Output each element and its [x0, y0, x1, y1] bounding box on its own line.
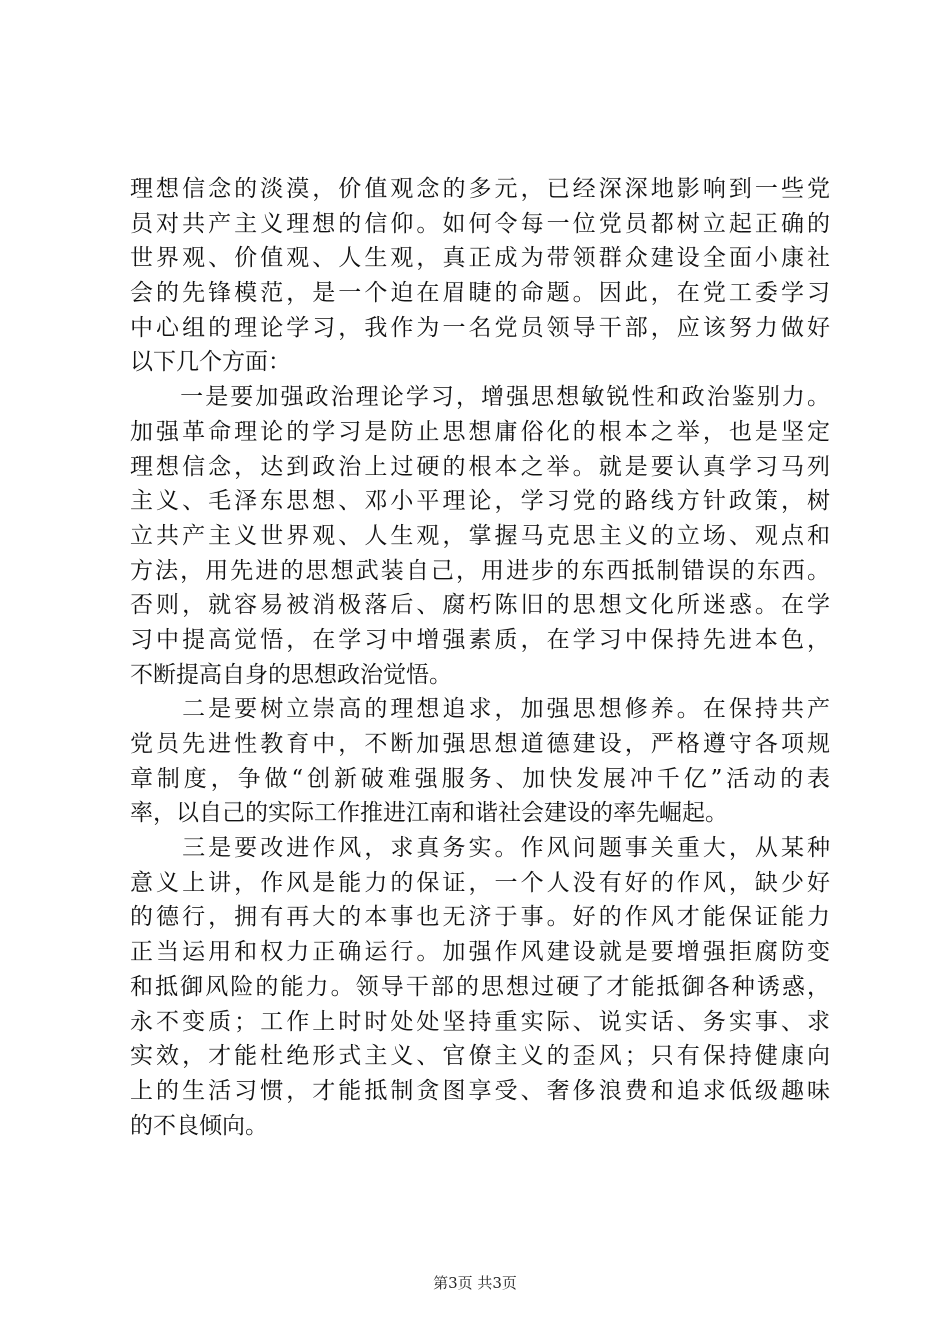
body-text-line: 一是要加强政治理论学习，增强思想敏锐性和政治鉴别力。	[130, 384, 830, 411]
body-text-line: 和抵御风险的能力。领导干部的思想过硬了才能抵御各种诱惑，	[130, 973, 830, 1000]
body-text-line: 方法，用先进的思想武装自己，用进步的东西抵制错误的东西。	[130, 557, 830, 584]
body-text-line: 正当运用和权力正确运行。加强作风建设就是要增强拒腐防变	[130, 939, 830, 966]
body-text-line: 实效，才能杜绝形式主义、官僚主义的歪风；只有保持健康向	[130, 1043, 830, 1070]
body-text-line: 二是要树立崇高的理想追求，加强思想修养。在保持共产	[130, 696, 830, 723]
body-text-line: 理想信念，达到政治上过硬的根本之举。就是要认真学习马列	[130, 453, 830, 480]
body-text-line: 世界观、价值观、人生观，真正成为带领群众建设全面小康社	[130, 245, 830, 272]
body-text-line: 否则，就容易被消极落后、腐朽陈旧的思想文化所迷惑。在学	[130, 592, 830, 619]
body-text-line: 章制度，争做“创新破难强服务、加快发展冲千亿”活动的表	[130, 765, 830, 792]
body-text-line: 立共产主义世界观、人生观，掌握马克思主义的立场、观点和	[130, 522, 830, 549]
body-text-line: 上的生活习惯，才能抵制贪图享受、奢侈浪费和追求低级趣味	[130, 1077, 830, 1104]
body-text-line: 不断提高自身的思想政治觉悟。	[130, 661, 452, 688]
body-text-line: 永不变质；工作上时时处处坚持重实际、说实话、务实事、求	[130, 1008, 830, 1035]
body-text-line: 习中提高觉悟，在学习中增强素质，在学习中保持先进本色，	[130, 626, 830, 653]
body-text-line: 的不良倾向。	[130, 1112, 268, 1139]
document-body	[130, 172, 830, 1143]
page-footer: 第3页 共3页	[433, 1274, 517, 1292]
body-text-line: 党员先进性教育中，不断加强思想道德建设，严格遵守各项规	[130, 731, 830, 757]
body-text-line: 三是要改进作风，求真务实。作风问题事关重大，从某种	[130, 835, 830, 862]
body-text-line: 主义、毛泽东思想、邓小平理论，学习党的路线方针政策，树	[130, 488, 830, 515]
body-text-line: 中心组的理论学习，我作为一名党员领导干部，应该努力做好	[130, 314, 830, 341]
body-text-line: 的德行，拥有再大的本事也无济于事。好的作风才能保证能力	[130, 904, 830, 931]
body-text-line: 会的先锋模范，是一个迫在眉睫的命题。因此，在党工委学习	[130, 280, 830, 307]
body-text-line: 加强革命理论的学习是防止思想庸俗化的根本之举，也是坚定	[130, 418, 830, 445]
body-text-line: 率，以自己的实际工作推进江南和谐社会建设的率先崛起。	[130, 800, 728, 827]
body-text-line: 员对共产主义理想的信仰。如何令每一位党员都树立起正确的	[130, 210, 830, 237]
body-text-line: 意义上讲，作风是能力的保证，一个人没有好的作风，缺少好	[130, 869, 830, 896]
body-text-line: 以下几个方面：	[130, 349, 291, 376]
body-text-line: 理想信念的淡漠，价值观念的多元，已经深深地影响到一些党	[130, 176, 830, 202]
